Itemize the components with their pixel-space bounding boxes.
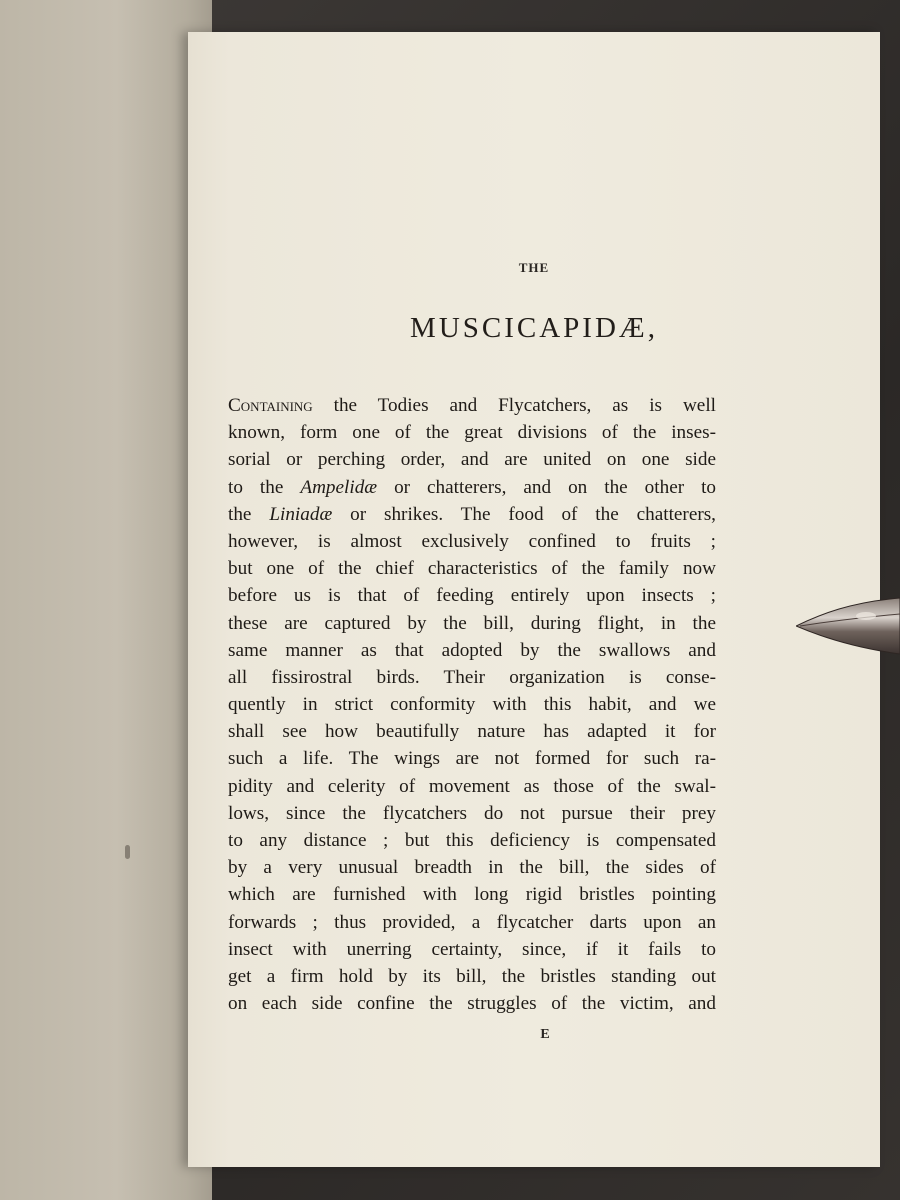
text-line: but one of the chief characteristics of the family now	[228, 558, 716, 580]
text-line: by a very unusual breadth in the bill, the sides of	[228, 857, 716, 879]
text-line: lows, since the flycatchers do not pursue their prey	[228, 802, 716, 824]
text-line: pidity and celerity of movement as those of the swal-	[228, 775, 716, 797]
text-line: all fissirostral birds. Their organization is conse-	[228, 666, 716, 688]
text-line: known, form one of the great divisions of the inses-	[228, 422, 716, 444]
facing-page	[0, 0, 212, 1200]
paper-spot	[125, 845, 130, 859]
text-line: before us is that of feeding entirely upon insects ;	[228, 585, 716, 607]
text-line: quently in strict conformity with this habit, and we	[228, 694, 716, 716]
text-line: same manner as that adopted by the swallows and	[228, 639, 716, 661]
signature-mark: E	[540, 1027, 550, 1042]
text-run: or shrikes. The food of the chatterers,	[332, 503, 716, 525]
text-line: such a life. The wings are not formed for such ra-	[228, 748, 716, 770]
text-line: sorial or perching order, and are united on one side	[228, 449, 716, 471]
text-line: shall see how beautifully nature has adapted it for	[228, 721, 716, 743]
text-line: insect with unerring certainty, since, if it fails to	[228, 938, 716, 960]
text-run: to the	[228, 476, 301, 498]
text-run: the	[228, 503, 270, 525]
book-page	[188, 32, 880, 1167]
text-line: however, is almost exclusively confined to fruits ;	[228, 530, 716, 552]
text-line: on each side confine the struggles of the victim, and	[228, 993, 716, 1015]
small-caps-lead: Containing	[228, 395, 313, 416]
pen-nib-icon	[796, 592, 900, 662]
text-line: forwards ; thus provided, a flycatcher darts upon an	[228, 911, 716, 933]
italic-term: Liniadæ	[269, 503, 333, 525]
text-line: which are furnished with long rigid bristles pointing	[228, 884, 716, 906]
text-line	[228, 392, 716, 419]
text-run: or chatterers, and on the other to	[377, 476, 717, 498]
text-line: get a firm hold by its bill, the bristles standing out	[228, 965, 716, 987]
text-line: these are captured by the bill, during flight, in the	[228, 612, 716, 634]
chapter-title: MUSCICAPIDÆ,	[410, 312, 658, 344]
text-line: to any distance ; but this deficiency is compensated	[228, 830, 716, 851]
text-run: the Todies and Flycatchers, as is well	[312, 395, 716, 416]
italic-term: Ampelidæ	[300, 476, 378, 498]
text-line	[228, 501, 716, 528]
text-line	[228, 474, 716, 501]
body-paragraph	[228, 392, 716, 1017]
running-head: THE	[518, 260, 550, 275]
